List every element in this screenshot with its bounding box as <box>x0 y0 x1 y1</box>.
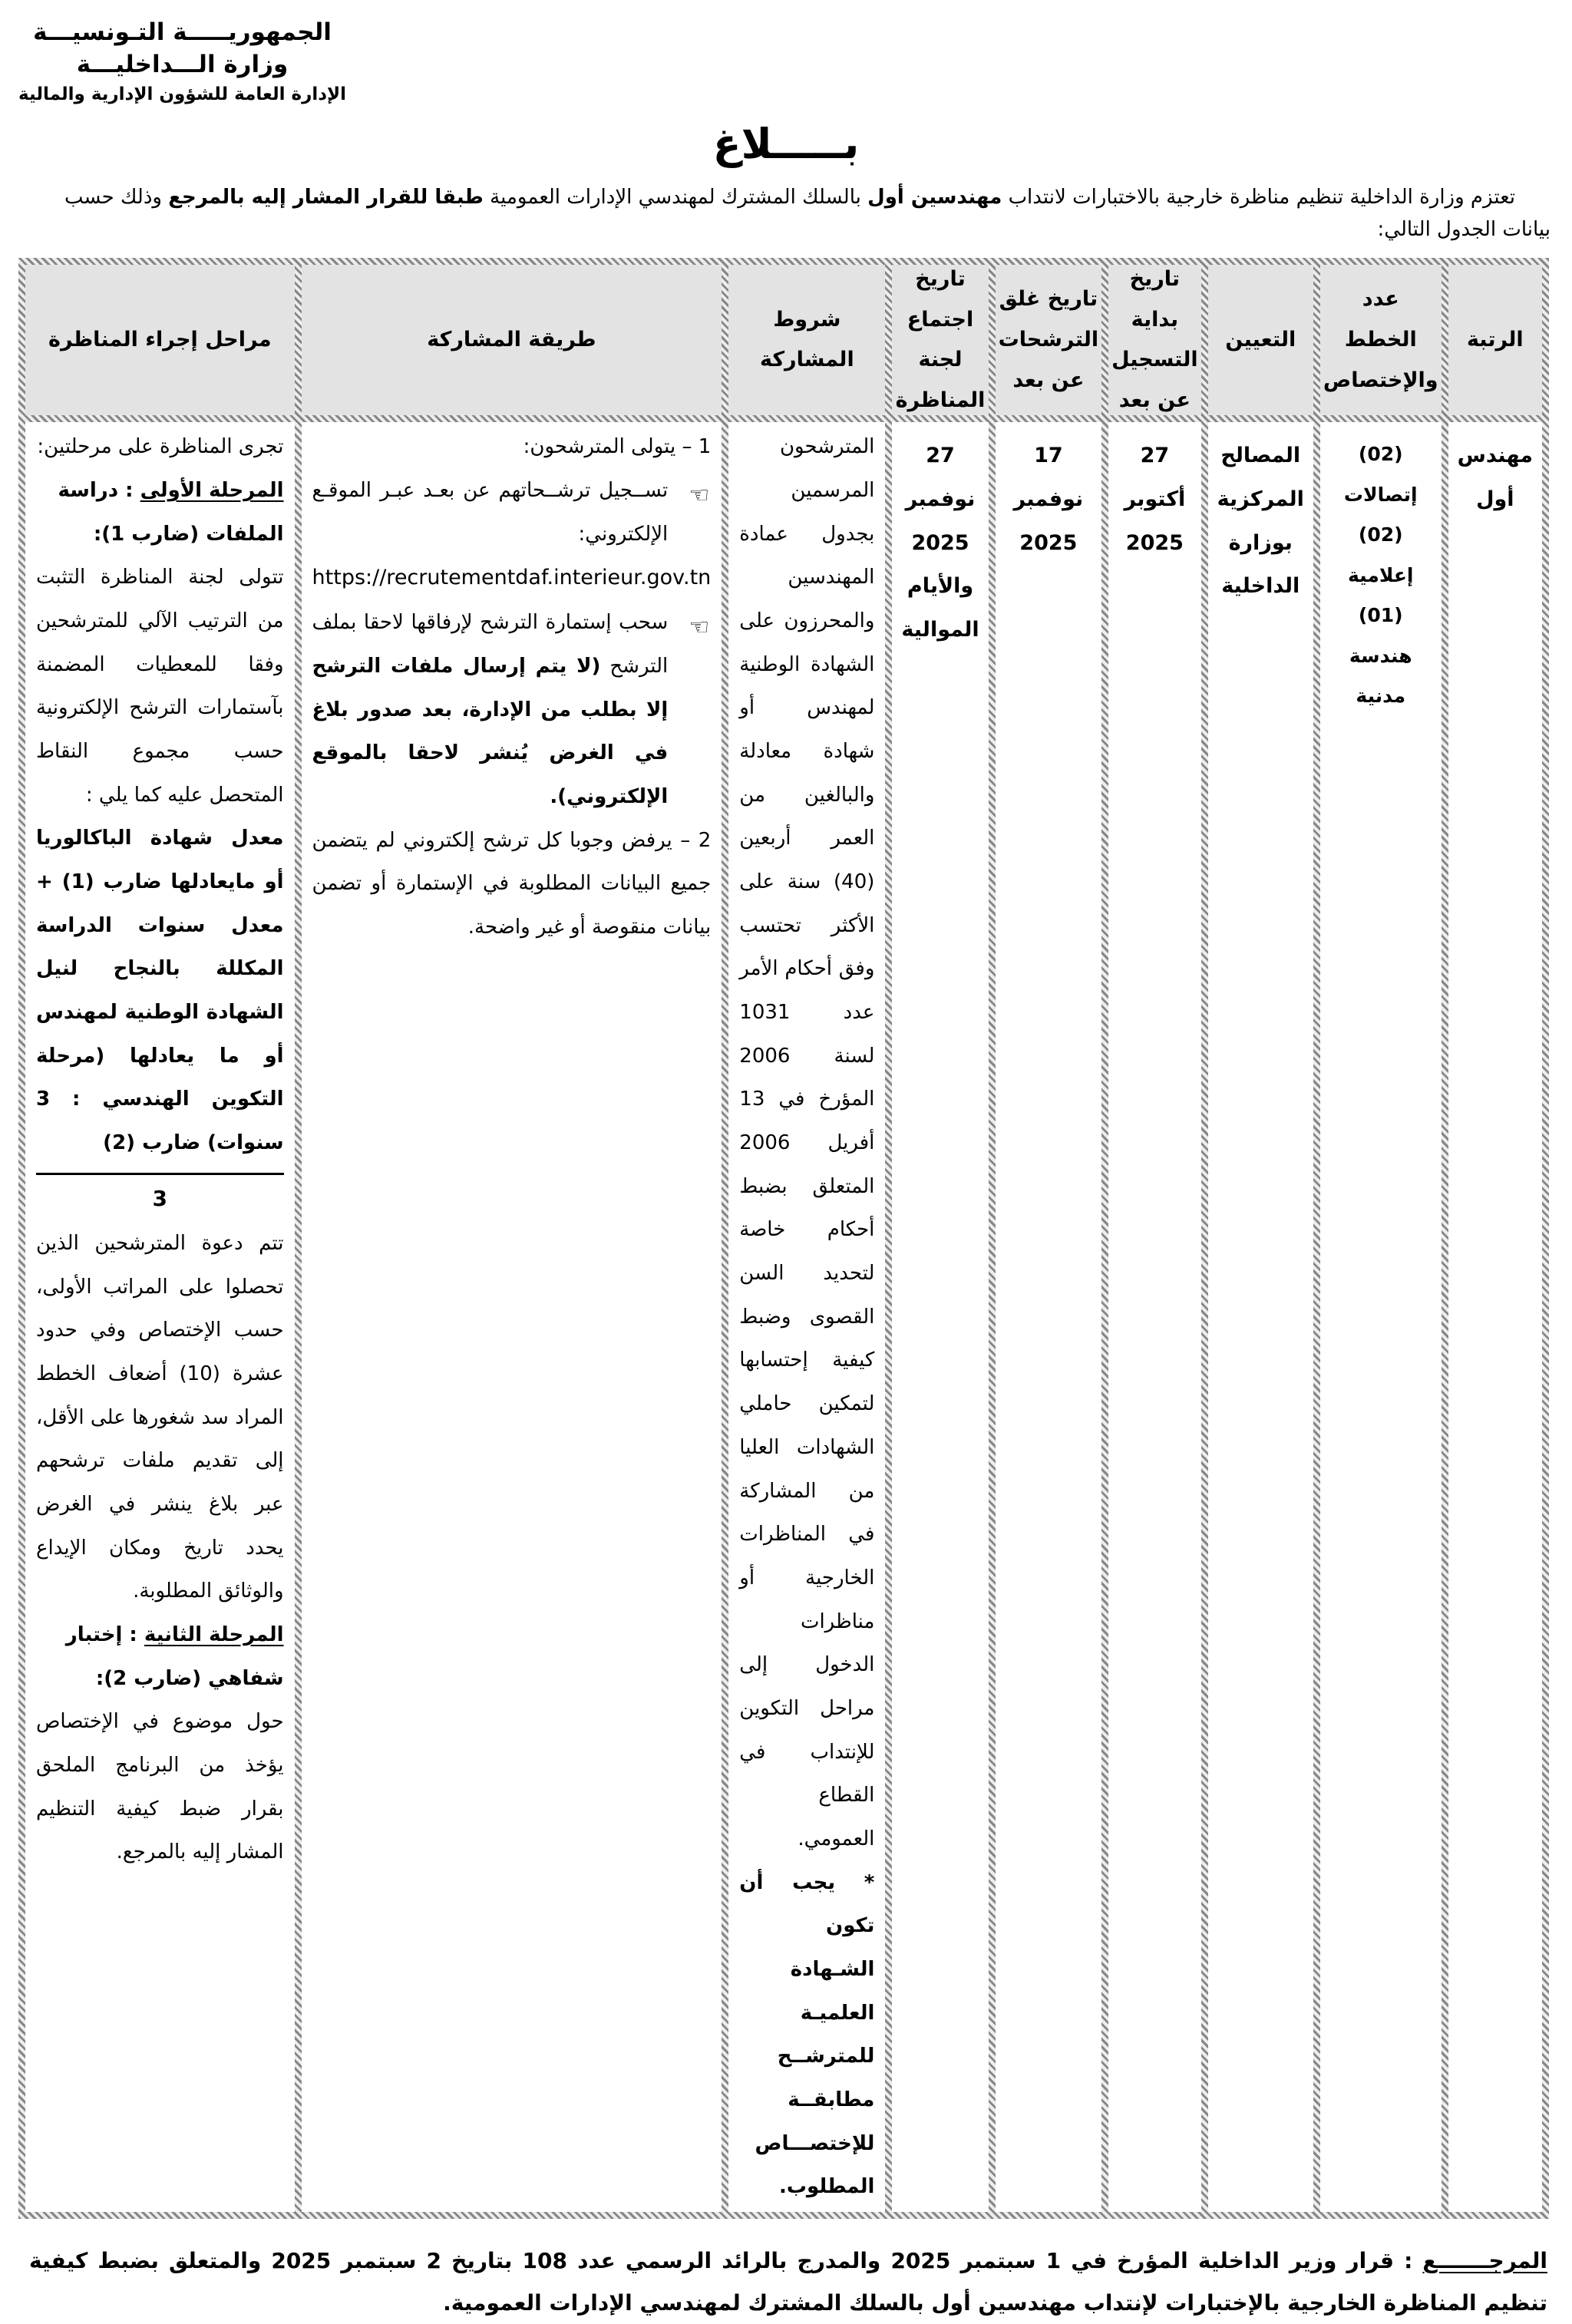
stage-1-rest: : دراسة الملفات (ضارب 1): <box>58 479 284 546</box>
committee-date-cell: 27 نوفمبر 2025 والأيام الموالية <box>892 422 988 2212</box>
intro-segment: وذلك حسب بيانات الجدول التالي: <box>64 186 1551 241</box>
method-bullet-2 <box>312 601 712 818</box>
rank-cell: مهندس أول <box>1448 422 1542 2212</box>
column-header-close-date: تاريخ غلق الترشحات عن بعد <box>996 265 1102 415</box>
column-header-stages: مراحل إجراء المناظرة <box>25 265 295 415</box>
stages-cell <box>25 422 295 2212</box>
conditions-cell <box>728 422 885 2212</box>
stage-1-name: المرحلة الأولى <box>140 479 284 503</box>
stages-intro: تجرى المناظرة على مرحلتين: <box>37 435 284 459</box>
footer-reference <box>29 2240 1547 2324</box>
column-header-rank: الرتبة <box>1448 265 1542 415</box>
ministry-header-block <box>18 17 346 107</box>
formula-denominator: 3 <box>152 1185 167 1211</box>
formula-numerator: معدل شهادة الباكالوريا أو مايعادلها ضارب (1) + معدل سنوات الدراسة المكللة بالنجاح لنيل الشهادة الوطنية لمهندس أو ما يعادلها (مرحلة التكوين الهندسي : 3 سنوات) ضارب (2) <box>36 817 284 1174</box>
method-bullet-2-text: سحب إستمارة الترشح لإرفاقها لاحقا بملف الترشح <box>312 611 669 678</box>
intro-segment: تعتزم وزارة الداخلية تنظيم مناظرة خارجية بالاختبارات لانتداب <box>1002 186 1515 210</box>
column-header-start-date: تاريخ بداية التسجيل عن بعد <box>1108 265 1200 415</box>
stage-2-title <box>36 1613 284 1700</box>
ministry-header <box>18 11 1554 107</box>
method-bullet-1-text: تســجيل ترشــحاتهم عن بعـد عبـر الموقـع الإلكتروني: <box>312 479 669 546</box>
reference-label: المرجـــــــع <box>1422 2247 1548 2273</box>
registration-url: https://recrutementdaf.interieur.gov.tn <box>312 566 712 590</box>
column-header-positions: عدد الخطط والإختصاص <box>1320 265 1442 415</box>
intro-paragraph <box>26 182 1551 246</box>
method-cell <box>302 422 722 2212</box>
stage-1-description: تتولى لجنة المناظرة التثبت من الترتيب الآلي للمترشحين وفقا للمعطيات المضمنة بآستمارات الترشح الإلكترونية حسب مجموع النقاط المتحصل عليه كما يلي : <box>36 566 284 807</box>
positions-cell <box>1320 422 1442 2212</box>
directorate-name: الإدارة العامة للشؤون الإدارية والمالية <box>18 84 347 104</box>
positions-line: (01) هندسة مدنية <box>1349 604 1412 708</box>
method-bullet-1 <box>312 469 712 556</box>
ministry-name: وزارة الـــداخليـــة <box>76 50 289 78</box>
method-item-1: 1 – يتولى المترشحون: <box>523 435 712 459</box>
close-date-cell: 17 نوفمبر 2025 <box>996 422 1102 2212</box>
stage-2-rest: : إختبار شفاهي (ضارب 2): <box>65 1623 284 1690</box>
stage-1-invitation: تتم دعوة المترشحين الذين تحصلوا على المراتب الأولى، حسب الإختصاص وفي حدود عشرة (10) أضعاف الخطط المراد سد شغورها على الأقل، إلى تقديم ملفات ترشحهم عبر بلاغ ينشر في الغرض يحدد تاريخ ومكان الإيداع والوثائق المطلوبة. <box>36 1231 284 1603</box>
stage-1-title <box>36 469 284 556</box>
republic-name: الجمهوريـــــة التـونسيـــة <box>33 18 332 46</box>
method-item-2: 2 – يرفض وجوبا كل ترشح إلكتروني لم يتضمن جميع البيانات المطلوبة في الإستمارة أو تضمن بيانات منقوصة أو غير واضحة. <box>312 828 712 939</box>
conditions-text: المترشحون المرسمين بجدول عمادة المهندسين والمحرزون على الشهادة الوطنية لمهندس أو شهادة معادلة والبالغين من العمر أربعين (40) سنة على الأكثر تحتسب وفق أحكام الأمر عدد 1031 لسنة 2006 المؤرخ في 13 أفريل 2006 المتعلق بضبط أحكام خاصة لتحديد السن القصوى وضبط كيفية إحتسابها لتمكين حاملي الشهادات العليا من المشاركة في المناظرات الخارجية أو مناظرات الدخول إلى مراحل التكوين للإنتداب في القطاع العمومي. <box>739 435 875 1850</box>
page-title: بـــــلاغ <box>712 120 860 169</box>
conditions-note: * يجب أن تكون الشـهادة العلميـة للمترشــح مطابقــة للإختصـــاص المطلوب. <box>739 1870 875 2199</box>
positions-line: (02) إعلامية <box>1348 523 1414 586</box>
positions-line: (02) إتصالات <box>1343 443 1418 506</box>
stage-2-description: حول موضوع في الإختصاص يؤخذ من البرنامج الملحق بقرار ضبط كيفية التنظيم المشار إليه بالمرجع. <box>36 1710 284 1864</box>
column-header-method: طريقة المشاركة <box>302 265 722 415</box>
column-header-committee-date: تاريخ اجتماع لجنة المناظرة <box>892 265 988 415</box>
intro-bold-engineers: مهندسين أول <box>867 186 1002 210</box>
column-header-conditions: شروط المشاركة <box>728 265 885 415</box>
reference-text: : قرار وزير الداخلية المؤرخ في 1 سبتمبر 2025 والمدرج بالرائد الرسمي عدد 108 بتاريخ 2 سبتمبر 2025 والمتعلق بضبط كيفية تنظيم المناظرة الخارجية بالإختبارات لإنتداب مهندسين أول بالسلك المشترك لمهندسي الإدارات العمومية. <box>29 2247 1547 2316</box>
pointing-hand-icon: ☜ <box>689 614 710 642</box>
intro-segment: بالسلك المشترك لمهندسي الإدارات العمومية <box>483 186 868 210</box>
start-date-cell: 27 أكتوبر 2025 <box>1108 422 1200 2212</box>
pointing-hand-icon: ☜ <box>689 482 710 510</box>
stage-2-name: المرحلة الثانية <box>144 1623 284 1646</box>
column-header-assignment: التعيين <box>1208 265 1313 415</box>
intro-bold-decree: طبقا للقرار المشار إليه بالمرجع <box>168 186 484 210</box>
announcement-table <box>18 258 1549 2219</box>
method-bullet-2-bold: (لا يتم إرسال ملفات الترشح إلا بطلب من الإدارة، بعد صدور بلاغ في الغرض يُنشر لاحقا بالموقع الإلكتروني). <box>312 654 669 808</box>
assignment-cell: المصالح المركزية بوزارة الداخلية <box>1208 422 1313 2212</box>
